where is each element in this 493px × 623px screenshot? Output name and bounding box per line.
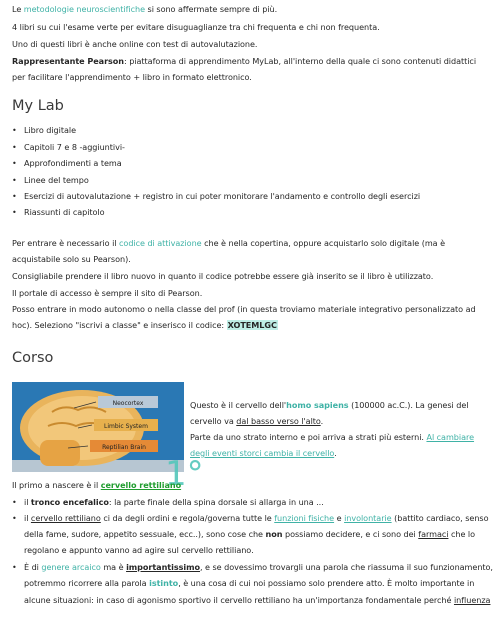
corso-heading: Corso <box>12 350 54 366</box>
intro-line-1: Le metodologie neuroscientifiche si sono affermate sempre di più. <box>12 4 278 14</box>
list-item: • Linee del tempo <box>12 175 89 185</box>
triune-brain-figure <box>12 382 184 472</box>
list-item-continuation: della fame, sudore, appetito sessuale, ecc..), sono cose che non possiamo decidere, e ci sono dei farmaci che lo <box>24 529 476 539</box>
list-item: • il cervello rettiliano ci da degli ordini e regola/governa tutte le funzioni fisiche e involontarie (battito cardiaco, senso <box>12 513 489 523</box>
list-item-continuation: alcune situazioni: in caso di agonismo sportivo il cervello rettiliano ha un'importanza fondamentale perché influenza <box>24 595 491 605</box>
figure-label-reptilian: Reptilian Brain <box>102 444 146 451</box>
list-item: • Esercizi di autovalutazione + registro in cui poter monitorare l'andamento e controllo degli esercizi <box>12 191 421 201</box>
class-line-2: hoc). Seleziono "iscrivi a classe" e inserisco il codice: XOTEMLGC <box>12 320 277 330</box>
list-item: • È di genere arcaico ma è importantissimo, e se dovessimo trovargli una parola che riassuma il suo funzionamento, <box>12 562 493 572</box>
caption-line-3: Parte da uno strato interno e poi arriva a strati più esterni. Al cambiare <box>190 432 475 442</box>
figure-label-neocortex: Neocortex <box>112 400 144 407</box>
intro-line-2: 4 libri su cui l'esame verte per evitare disuguaglianze tra chi frequenta e chi non frequenta. <box>12 22 380 32</box>
caption-line-2: cervello va dal basso verso l'alto. <box>190 416 324 426</box>
class-line-1: Posso entrare in modo autonomo o nella classe del prof (in questa troviamo materiale integrativo personalizzato ad <box>12 304 476 314</box>
list-item-continuation: regolano e appunto vanno ad agire sul cervello rettiliano. <box>24 545 254 555</box>
figure-label-limbic: Limbic System <box>104 423 148 430</box>
portal-line: Il portale di accesso è sempre il sito di Pearson. <box>12 288 203 298</box>
intro-line-5: per facilitare l'apprendimento + libro in formato elettronico. <box>12 72 252 82</box>
first-mark-annotation: 1° <box>165 454 204 494</box>
list-item: • Libro digitale <box>12 125 77 135</box>
homo-sapiens-term: homo sapiens <box>286 400 349 410</box>
caption-line-4: degli eventi storci cambia il cervello. <box>190 448 337 458</box>
activation-code-term: codice di attivazione <box>119 238 202 248</box>
caption-line-1: Questo è il cervello dell'homo sapiens (100000 ac.C.). La genesi del <box>190 400 469 410</box>
class-code: XOTEMLGC <box>227 320 277 330</box>
list-item: • il tronco encefalico: la parte finale della spina dorsale si allarga in una ... <box>12 497 324 507</box>
neuroscience-methods-term: metodologie neuroscientifiche <box>23 4 145 14</box>
activation-paragraph-line-2: acquistabile solo su Pearson). <box>12 254 131 264</box>
list-item-continuation: potremmo ricorrere alla parola istinto, è una cosa di cui noi possiamo solo prendere atto. È molto importante in <box>24 578 475 588</box>
activation-paragraph-line-1: Per entrare è necessario il codice di attivazione che è nella copertina, oppure acquistarlo solo digitale (ma è <box>12 238 446 248</box>
reptilian-intro-line: Il primo a nascere è il cervello rettiliano <box>12 480 182 490</box>
mylab-heading: My Lab <box>12 98 64 114</box>
reptilian-brain-term: cervello rettiliano <box>100 480 182 490</box>
list-item: • Approfondimenti a tema <box>12 158 122 168</box>
brain-illustration <box>12 382 184 472</box>
advice-line: Consigliabile prendere il libro nuovo in quanto il codice potrebbe essere già inserito se il libro è utilizzato. <box>12 271 434 281</box>
list-item: • Capitoli 7 e 8 -aggiuntivi- <box>12 142 125 152</box>
intro-line-3: Uno di questi libri è anche online con test di autovalutazione. <box>12 39 258 49</box>
intro-line-4: Rappresentante Pearson: piattaforma di apprendimento MyLab, all'interno della quale ci sono contenuti didattici <box>12 56 477 66</box>
list-item: • Riassunti di capitolo <box>12 207 105 217</box>
